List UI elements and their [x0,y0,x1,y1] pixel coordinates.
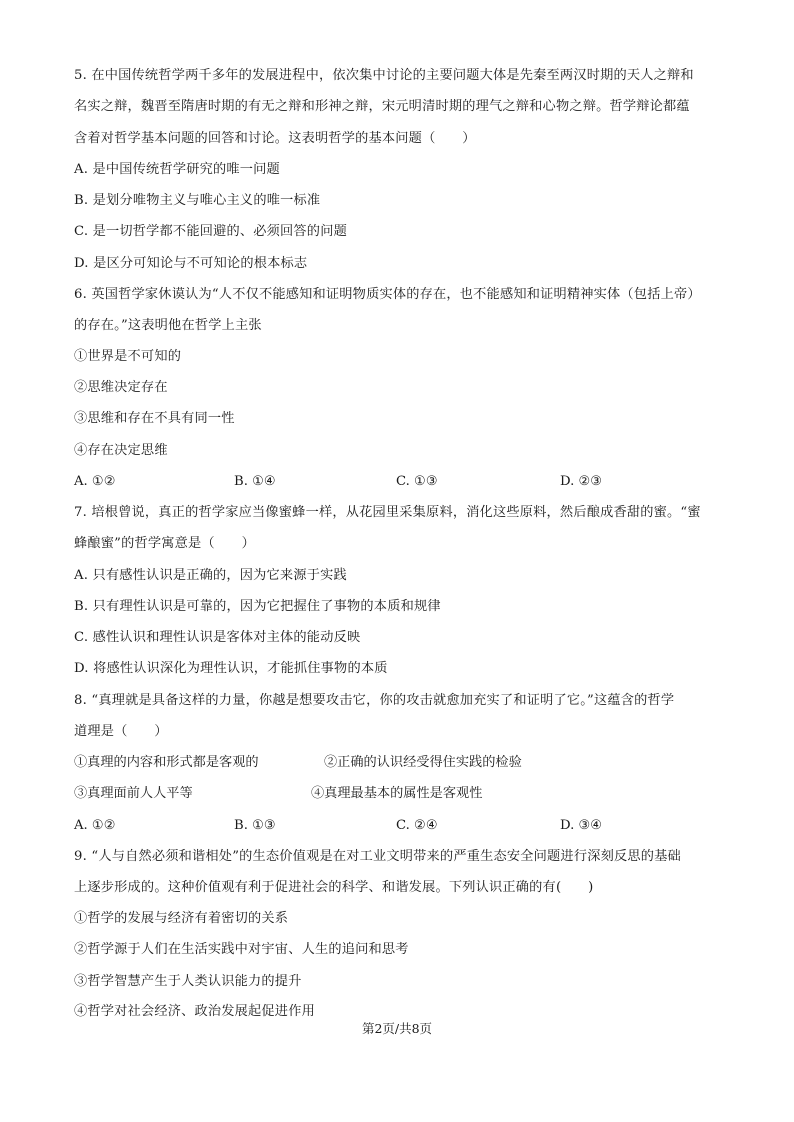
question-7-option-a: A. 只有感性认识是正确的，因为它来源于实践 [74,568,347,583]
question-6-choice-d: D. ②③ [560,474,603,489]
question-5-option-d: D. 是区分可知论与不可知论的根本标志 [74,256,308,271]
question-8-stem-line-2: 道理是（ ） [74,724,168,739]
question-6-choice-a: A. ①② [74,474,116,489]
question-8-choice-d: D. ③④ [560,818,603,833]
question-5-stem-line-2: 名实之辩，魏晋至隋唐时期的有无之辩和形神之辩，宋元明清时期的理气之辩和心物之辩。哲学辩论都蕴 [74,99,690,114]
question-6-stem-line-2: 的存在。”这表明他在哲学上主张 [74,318,262,333]
question-7-option-c: C. 感性认识和理性认识是客体对主体的能动反映 [74,630,361,645]
page-number: 第2页/共8页 [361,1021,433,1036]
question-6-choice-c: C. ①③ [396,474,438,489]
question-7-option-d: D. 将感性认识深化为理性认识，才能抓住事物的本质 [74,661,388,676]
question-7-stem-line-1: 7. 培根曾说，真正的哲学家应当像蜜蜂一样，从花园里采集原料，消化这些原料，然后酿成香甜的蜜。“蜜 [74,505,701,520]
question-6-item-3: ③思维和存在不具有同一性 [74,411,235,426]
question-6-item-2: ②思维决定存在 [74,380,168,395]
question-8-item-1: ①真理的内容和形式都是客观的 [74,755,259,770]
question-5-option-b: B. 是划分唯物主义与唯心主义的唯一标准 [74,193,321,208]
question-8-item-3: ③真理面前人人平等 [74,786,193,801]
question-6-stem-line-1: 6. 英国哲学家休谟认为“人不仅不能感知和证明物质实体的存在，也不能感知和证明精神实体（包括上帝） [74,287,701,302]
question-8-stem-line-1: 8. “真理就是具备这样的力量，你越是想要攻击它，你的攻击就愈加充实了和证明了它。”这蕴含的哲学 [74,693,675,708]
question-5-option-a: A. 是中国传统哲学研究的唯一问题 [74,162,280,177]
question-5-stem-line-1: 5. 在中国传统哲学两千多年的发展进程中，依次集中讨论的主要问题大体是先秦至两汉时期的天人之辩和 [74,68,694,83]
question-9-item-3: ③哲学智慧产生于人类认识能力的提升 [74,974,302,989]
question-8-choice-c: C. ②④ [396,818,438,833]
question-9-stem-line-1: 9. “人与自然必须和谐相处”的生态价值观是在对工业文明带来的严重生态安全问题进行深刻反思的基础 [74,849,681,864]
question-6-item-1: ①世界是不可知的 [74,349,182,364]
question-9-item-1: ①哲学的发展与经济有着密切的关系 [74,911,289,926]
question-9-item-2: ②哲学源于人们在生活实践中对宇宙、人生的追问和思考 [74,942,409,957]
question-8-choice-a: A. ①② [74,818,116,833]
question-8-choice-b: B. ①③ [234,818,276,833]
question-6-item-4: ④存在决定思维 [74,443,168,458]
question-7-option-b: B. 只有理性认识是可靠的，因为它把握住了事物的本质和规律 [74,599,441,614]
question-5-stem-line-3: 含着对哲学基本问题的回答和讨论。这表明哲学的基本问题（ ） [74,131,476,146]
question-9-stem-line-2: 上逐步形成的。这种价值观有利于促进社会的科学、和谐发展。下列认识正确的有( ) [74,880,594,895]
question-7-stem-line-2: 蜂酿蜜”的哲学寓意是（ ） [74,536,255,551]
question-9-item-4: ④哲学对社会经济、政治发展起促进作用 [74,1004,315,1019]
question-6-choice-b: B. ①④ [234,474,276,489]
question-8-item-2: ②正确的认识经受得住实践的检验 [324,755,522,770]
question-8-item-4: ④真理最基本的属性是客观性 [311,786,483,801]
question-5-option-c: C. 是一切哲学都不能回避的、必须回答的问题 [74,224,347,239]
